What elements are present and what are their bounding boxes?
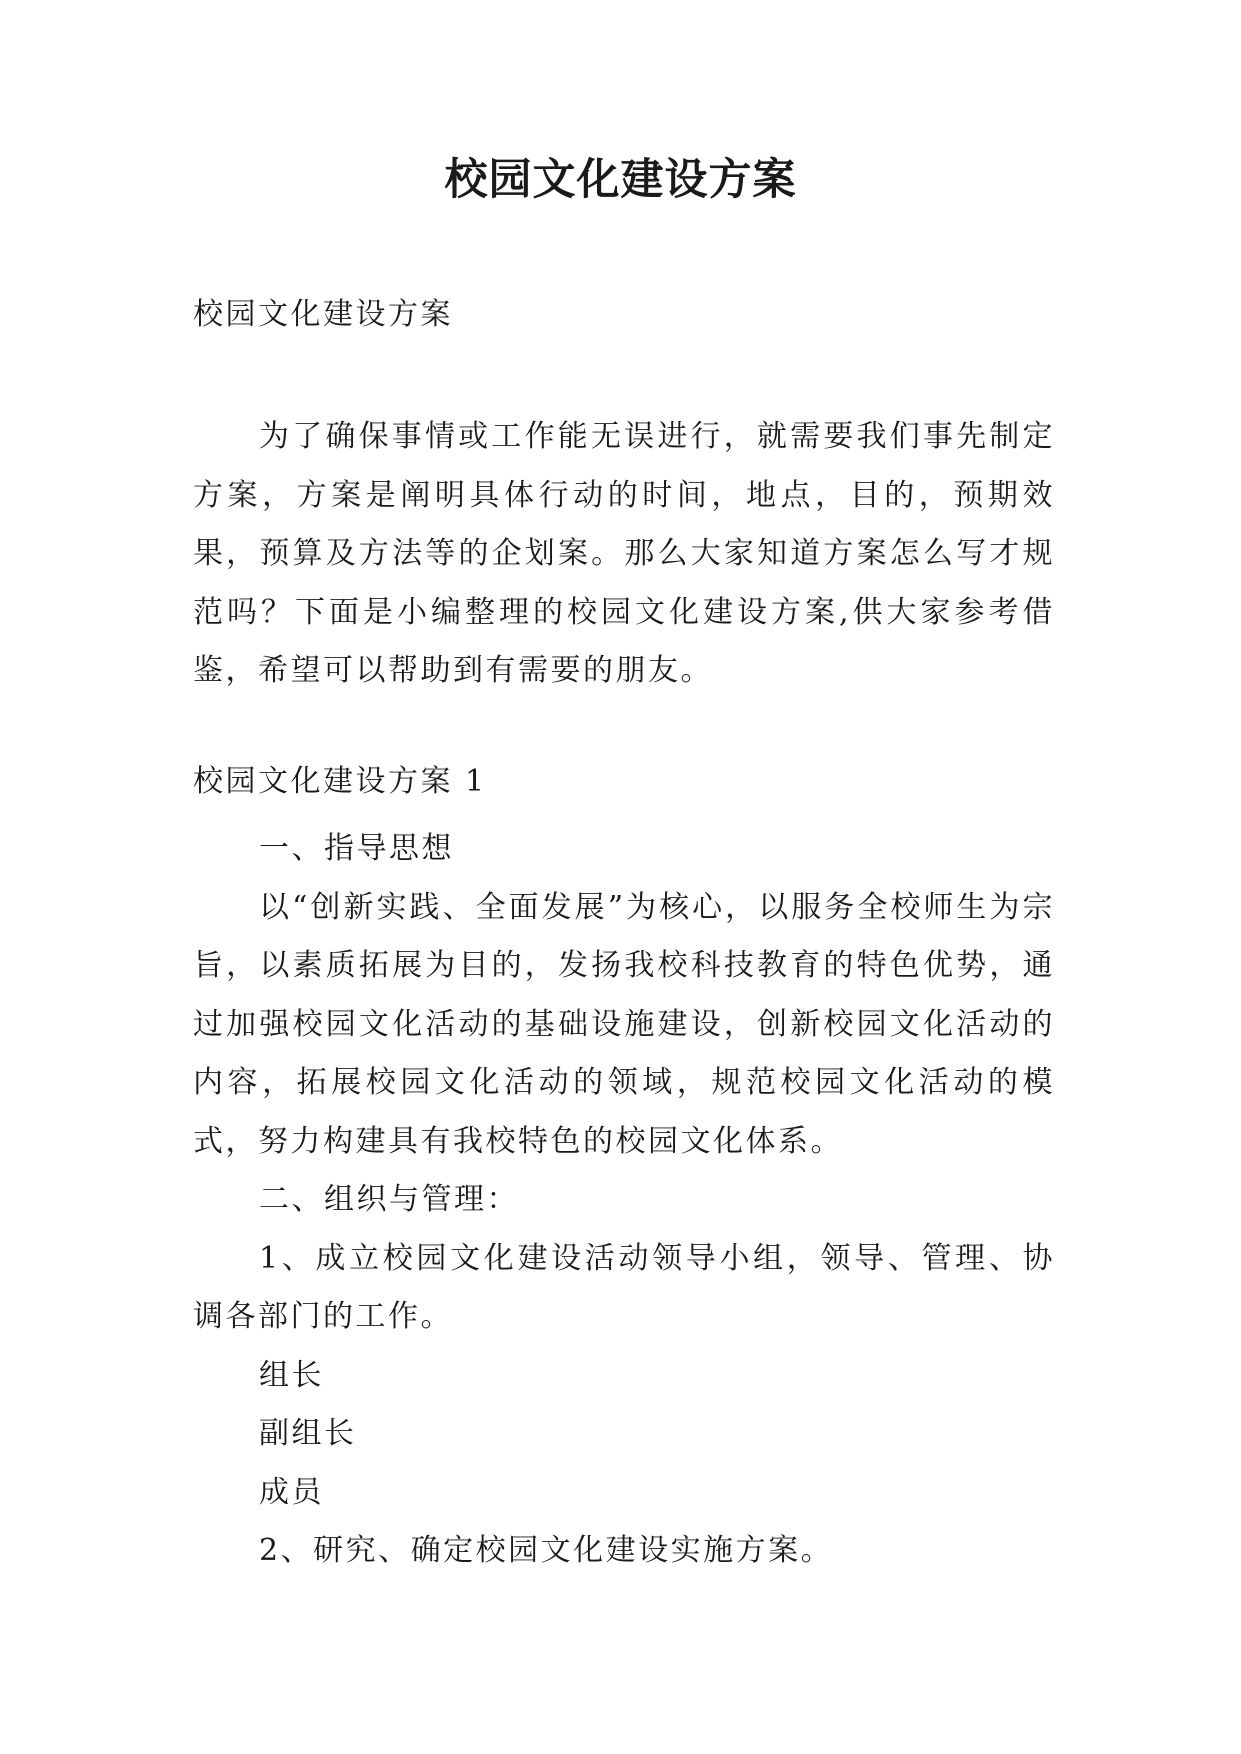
document-subtitle: 校园文化建设方案 <box>193 297 453 332</box>
paragraph-leading-group: 1、成立校园文化建设活动领导小组，领导、管理、协调各部门的工作。 <box>193 1240 1055 1334</box>
list-item-deputy-leader: 副组长 <box>259 1416 357 1451</box>
section-content <box>193 820 1055 1581</box>
document-title: 校园文化建设方案 <box>444 155 797 205</box>
section-title: 校园文化建设方案 1 <box>193 764 487 799</box>
intro-paragraph: 为了确保事情或工作能无误进行，就需要我们事先制定方案，方案是阐明具体行动的时间，地点，目的，预期效果，预算及方法等的企划案。那么大家知道方案怎么写才规范吗？下面是小编整理的校园文化建设方案,供大家参考借鉴，希望可以帮助到有需要的朋友。 <box>193 419 1055 688</box>
list-item-members: 成员 <box>259 1474 324 1510</box>
heading-guiding-thought: 一、指导思想 <box>259 831 454 866</box>
paragraph-implementation-plan: 2、研究、确定校园文化建设实施方案。 <box>259 1533 834 1568</box>
paragraph-guiding-thought: 以“创新实践、全面发展”为核心，以服务全校师生为宗旨，以素质拓展为目的，发扬我校科技教育的特色优势，通过加强校园文化活动的基础设施建设，创新校园文化活动的内容，拓展校园文化活动的领域，规范校园文化活动的模式，努力构建具有我校特色的校园文化体系。 <box>193 889 1055 1159</box>
list-item-leader: 组长 <box>259 1357 324 1393</box>
heading-organization: 二、组织与管理： <box>259 1182 519 1217</box>
